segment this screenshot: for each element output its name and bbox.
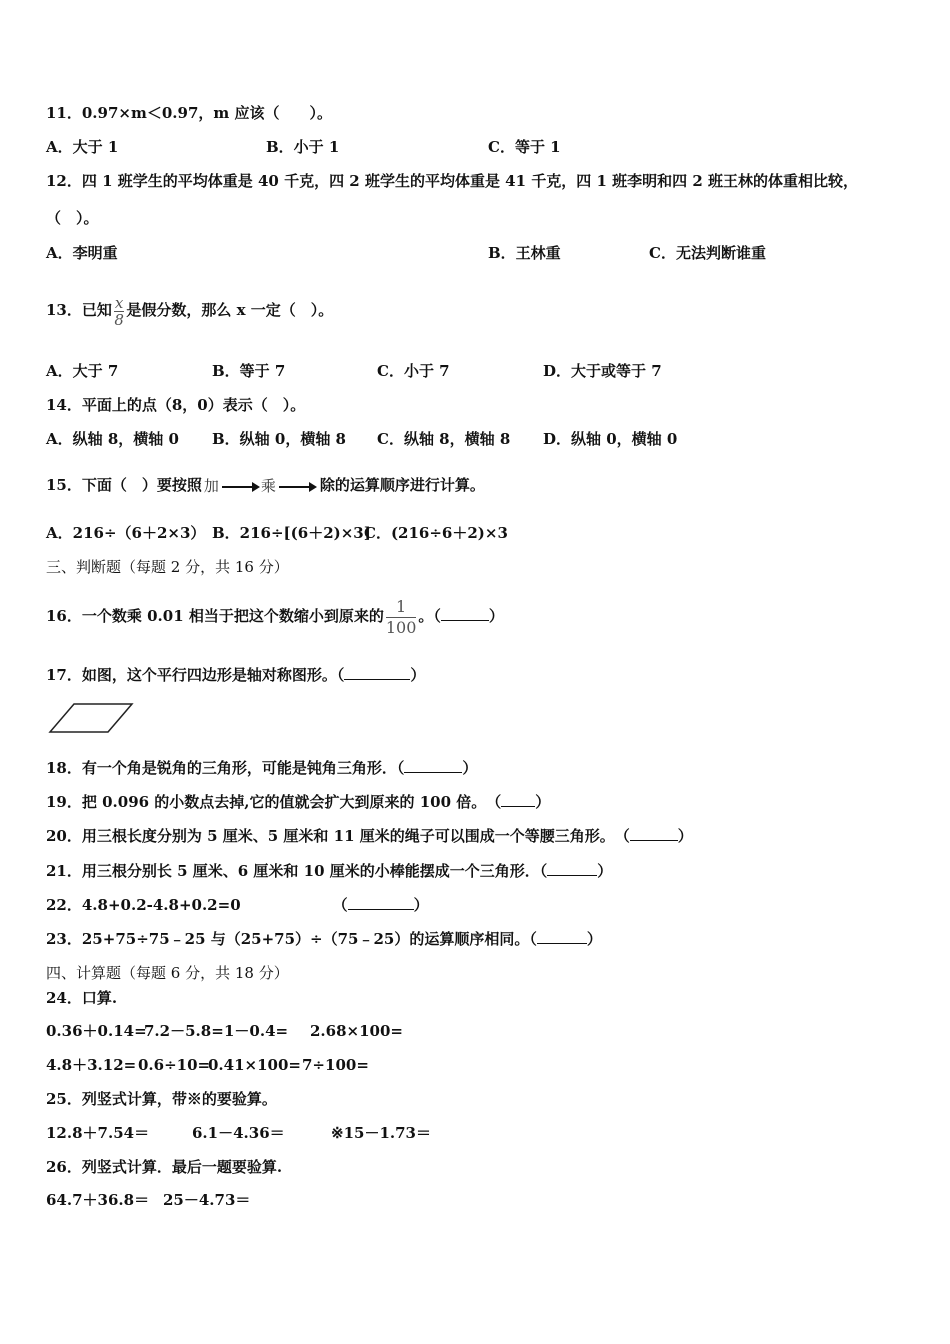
q13-fraction-den: 8 (114, 310, 124, 329)
q19-stem: 19．把 0.096 的小数点去掉,它的值就会扩大到原来的 100 倍。 （ ） (46, 793, 551, 811)
q15-pre: 15．下面（ ）要按照 (46, 476, 202, 494)
q15-stem (46, 472, 485, 499)
q13-post: 是假分数，那么 x 一定（ ）。 (126, 301, 334, 319)
answer-blank[interactable] (537, 931, 587, 944)
q13-option-b: B．等于 7 (212, 362, 286, 380)
answer-blank[interactable] (630, 828, 678, 841)
q26-item: 64.7＋36.8＝ (46, 1191, 150, 1209)
q15-order-diagram (204, 473, 318, 499)
q23-stem: 23．25+75÷75﹣25 与（25+75）÷（75﹣25）的运算顺序相同。（ ） (46, 930, 602, 948)
q24-item: 4.8＋3.12= (46, 1056, 137, 1074)
q13-pre: 13．已知 (46, 301, 112, 319)
q24-item: 7.2－5.8= (144, 1022, 224, 1040)
answer-blank[interactable] (344, 667, 410, 680)
q20-stem: 20．用三根长度分别为 5 厘米、5 厘米和 11 厘米的绳子可以围成一个等腰三角形。 （ ） (46, 827, 693, 845)
q12-stem-cont: （ ）。 (46, 209, 99, 227)
q14-option-d: D．纵轴 0，横轴 0 (543, 430, 678, 448)
q16-fraction-num: 1 (386, 597, 417, 618)
q14-option-a: A．纵轴 8，横轴 0 (46, 430, 179, 448)
q26-item: 25－4.73＝ (163, 1191, 251, 1209)
q24-item: 1－0.4= (224, 1022, 289, 1040)
q24-stem: 24．口算. (46, 989, 118, 1007)
q24-item: 0.6÷10= (138, 1056, 211, 1074)
answer-blank[interactable] (501, 794, 535, 807)
q17-stem: 17．如图，这个平行四边形是轴对称图形。（ ） (46, 666, 426, 684)
q13-fraction-num: x (114, 293, 124, 312)
q24-item: 2.68×100= (310, 1022, 403, 1040)
q11-option-b: B．小于 1 (266, 138, 340, 156)
q16-post: 。（ (418, 607, 441, 625)
q11-option-a: A．大于 1 (46, 138, 119, 156)
section-3-title: 三、判断题（每题 2 分，共 16 分） (46, 558, 289, 576)
q21-stem: 21．用三根分别长 5 厘米、6 厘米和 10 厘米的小棒能摆成一个三角形．（ ） (46, 862, 613, 880)
q13-stem (46, 290, 333, 330)
q25-item: ※15－1.73＝ (331, 1124, 431, 1142)
q15-option-c: C．(216÷6＋2)×3 (364, 524, 508, 542)
q14-stem: 14．平面上的点（8，0）表示（ ）。 (46, 396, 306, 414)
q15-step-add: 加 (203, 477, 219, 495)
q15-post: 除的运算顺序进行计算。 (319, 476, 485, 494)
q15-option-a: A．216÷（6＋2×3） (46, 524, 206, 542)
q24-item: 0.41×100= (208, 1056, 301, 1074)
q25-stem: 25．列竖式计算，带※的要验算。 (46, 1090, 277, 1108)
q25-item: 6.1－4.36＝ (192, 1124, 285, 1142)
q16-pre: 16．一个数乘 0.01 相当于把这个数缩小到原来的 (46, 607, 384, 625)
q14-option-b: B．纵轴 0，横轴 8 (212, 430, 346, 448)
answer-blank[interactable] (404, 760, 462, 773)
answer-blank[interactable] (348, 897, 414, 910)
q11-stem: 11．0.97×m＜0.97，m 应该（ ）。 (46, 104, 332, 122)
q24-item: 7÷100= (302, 1056, 369, 1074)
q15-option-b: B．216÷[(6＋2)×3] (212, 524, 371, 542)
q22-stem: 22．4.8+0.2-4.8+0.2=0 （ ） (46, 896, 429, 914)
q16-stem: 16．一个数乘 0.01 相当于把这个数缩小到原来的 $\frac{1}{100}$ 。（ ） (46, 596, 504, 637)
arrow-right-icon (279, 486, 315, 488)
section-4-title: 四、计算题（每题 6 分，共 18 分） (46, 964, 289, 982)
q24-item: 0.36＋0.14= (46, 1022, 147, 1040)
q12-option-a: A．李明重 (46, 244, 118, 262)
q18-stem: 18．有一个角是锐角的三角形，可能是钝角三角形．（ ） (46, 759, 478, 777)
q13-fraction (114, 295, 124, 328)
answer-blank[interactable] (547, 863, 597, 876)
q12-option-c: C．无法判断谁重 (649, 244, 766, 262)
q11-option-c: C．等于 1 (488, 138, 561, 156)
arrow-right-icon (222, 486, 258, 488)
q16-fraction-den: 100 (385, 617, 417, 637)
q16-fraction (386, 597, 417, 638)
q12-stem: 12．四 1 班学生的平均体重是 40 千克，四 2 班学生的平均体重是 41 千克，四 1 班李明和四 2 班王林的体重相比较， (46, 172, 859, 190)
q14-option-c: C．纵轴 8，横轴 8 (377, 430, 511, 448)
parallelogram-figure (46, 700, 136, 736)
q13-option-d: D．大于或等于 7 (543, 362, 662, 380)
q13-option-c: C．小于 7 (377, 362, 450, 380)
q15-step-mul: 乘 (260, 477, 276, 495)
q25-item: 12.8＋7.54＝ (46, 1124, 150, 1142)
answer-blank[interactable] (441, 608, 489, 621)
q12-option-b: B．王林重 (488, 244, 561, 262)
q26-stem: 26．列竖式计算．最后一题要验算. (46, 1158, 283, 1176)
q13-option-a: A．大于 7 (46, 362, 119, 380)
